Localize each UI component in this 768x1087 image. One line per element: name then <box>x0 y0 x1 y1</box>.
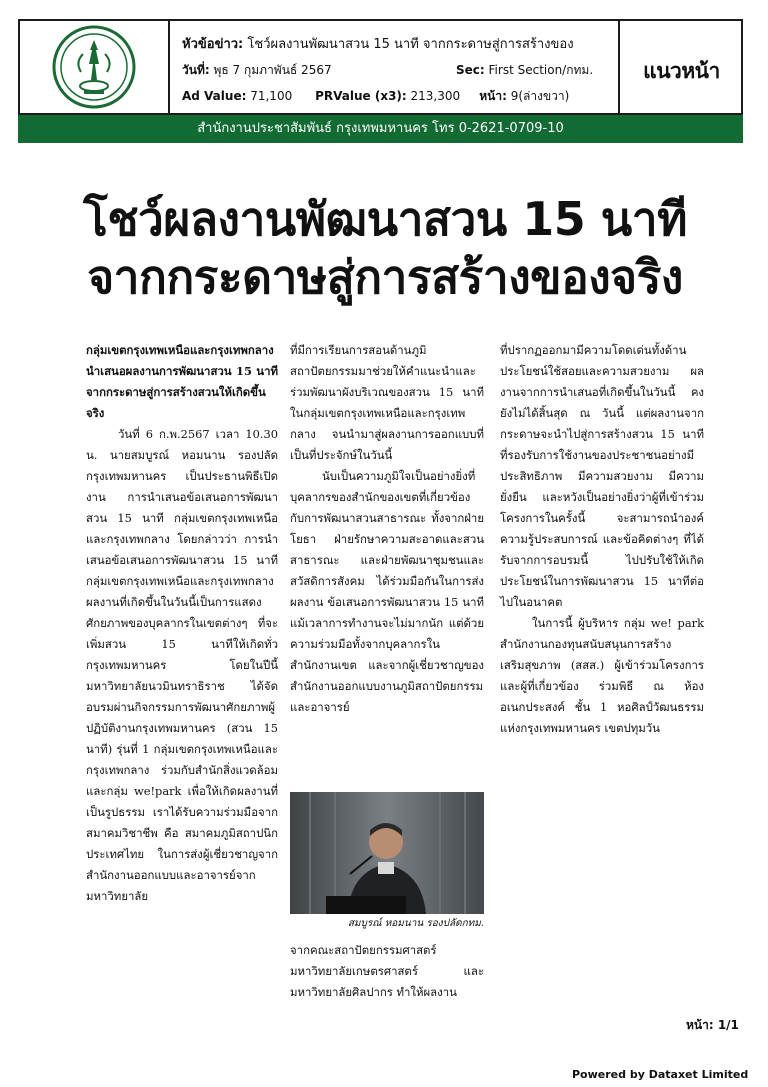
column-2-continuation <box>290 940 484 1003</box>
bma-seal-icon <box>51 24 137 110</box>
headline-label: หัวข้อข่าว: <box>182 37 244 52</box>
photo-caption: สมบูรณ์ หอมนาน รองปลัดกทม. <box>347 918 484 929</box>
article-title <box>20 190 750 306</box>
title-line-1: โชว์ผลงานพัฒนาสวน 15 นาที <box>83 192 687 246</box>
ad-value-label: Ad Value: <box>182 89 247 103</box>
publication-cell <box>618 21 743 113</box>
pr-value: 213,300 <box>410 89 461 103</box>
speaker-photo-image <box>290 792 484 914</box>
clipping-header <box>18 19 743 115</box>
ad-value: 71,100 <box>250 89 293 103</box>
date-label: วันที่: <box>182 63 210 77</box>
column-2-paragraph-2: นับเป็นความภูมิใจเป็นอย่างยิ่งที่บุคลากรของสำนักของเขตที่เกี่ยวข้องกับการพัฒนาสวนสาธารณะ ทั้งจากฝ่ายโยธา ฝ่ายรักษาความสะอาดและสวนสาธารณะ และฝ่ายพัฒนาชุมชนและสวัสดิการสังคม ได้ร่วมมือกันในการส่งผลงาน ข้อเสนอการพัฒนาสวน 15 นาที แม้เวลาการทำงานจะไม่มากนัก แต่ด้วยความร่วมมือทั้งจากบุคลากรในสำนักงานเขต และจากผู้เชี่ยวชาญของสำนักงานออกแบบงานภูมิสถาปัตยกรรม และอาจารย์ <box>290 469 484 714</box>
page-label: หน้า: <box>479 89 507 103</box>
page-counter: หน้า: 1/1 <box>686 1018 739 1032</box>
title-line-2: จากกระดาษสู่การสร้างของจริง <box>87 250 683 304</box>
article-lead: กลุ่มเขตกรุงเทพเหนือและกรุงเทพกลาง นำเสนอผลงานการพัฒนาสวน 15 นาที จากกระดาษสู่การสร้างสวนให้เกิดขึ้นจริง <box>86 343 278 420</box>
powered-by: Powered by Dataxet Limited <box>572 1068 749 1081</box>
page-value: 9(ล่างขวา) <box>510 89 570 103</box>
value-row <box>182 87 569 106</box>
agency-bar: สำนักงานประชาสัมพันธ์ กรุงเทพมหานคร โทร 0-2621-0709-10 <box>18 115 743 143</box>
publication-name: แนวหน้า <box>643 59 720 83</box>
column-1-body: วันที่ 6 ก.พ.2567 เวลา 10.30 น. นายสมบูรณ์ หอมนาน รองปลัดกรุงเทพมหานคร เป็นประธานพิธีเปิดงาน การนำเสนอข้อเสนอการพัฒนาสวน 15 นาที กลุ่มเขตกรุงเทพเหนือและกรุงเทพกลาง โดยกล่าวว่า การนำเสนอข้อเสนอการพัฒนาสวน 15 นาที กลุ่มเขตกรุงเทพเหนือและกรุงเทพกลาง ผลงานที่เกิดขึ้นในวันนี้เป็นการแสดงศักยภาพของบุคลากรในเขตต่างๆ ที่จะเพิ่มสวน 15 นาทีให้เกิดทั่วกรุงเทพมหานคร โดยในปีนี้มหาวิทยาลัยนวมินทราธิราช ได้จัดอบรมผ่านกิจกรรมการพัฒนาศักยภาพผู้ปฏิบัติงานกรุงเทพมหานคร (สวน 15 นาที) รุ่นที่ 1 กลุ่มเขตกรุงเทพเหนือและกรุงเทพกลาง ร่วมกับสำนักสิ่งแวดล้อม และกลุ่ม we!park เพื่อให้เกิดผลงานที่เป็นรูปธรรม เราได้รับความร่วมมือจากสมาคมวิชาชีพ คือ สมาคมภูมิสถาปนิกประเทศไทย ในการส่งผู้เชี่ยวชาญจากสำนักงานออกแบบและอาจารย์จากมหาวิทยาลัย <box>86 427 278 903</box>
clipping-info <box>168 21 618 113</box>
pr-value-label: PRValue (x3): <box>315 89 407 103</box>
date-value: พุธ 7 กุมภาพันธ์ 2567 <box>213 63 332 77</box>
column-3-paragraph-2: ในการนี้ ผู้บริหาร กลุ่ม we! park สำนักงานกองทุนสนับสนุนการสร้างเสริมสุขภาพ (สสส.) ผู้เข้าร่วมโครงการ และผู้ที่เกี่ยวข้อง ร่วมพิธี ณ ห้องอเนกประสงค์ ชั้น 1 หอศิลป์วัฒนธรรมแห่งกรุงเทพมหานคร เขตปทุมวัน <box>500 616 704 735</box>
column-1 <box>86 340 278 907</box>
column-3 <box>500 340 704 739</box>
logo-cell <box>20 21 170 113</box>
article-photo <box>290 792 484 914</box>
headline-row <box>182 33 622 54</box>
section-row <box>456 61 593 80</box>
column-2-paragraph-3: จากคณะสถาปัตยกรรมศาสตร์ มหาวิทยาลัยเกษตรศาสตร์ และมหาวิทยาลัยศิลปากร ทำให้ผลงาน <box>290 943 484 999</box>
section-label: Sec: <box>456 63 485 77</box>
column-2-paragraph-1: ที่มีการเรียนการสอนด้านภูมิสถาปัตยกรรมมาช่วยให้คำแนะนำและร่วมพัฒนาผังบริเวณของสวน 15 นาทีในกลุ่มเขตกรุงเทพเหนือและกรุงเทพกลาง จนนำมาสู่ผลงานการออกแบบที่เป็นที่ประจักษ์ในวันนี้ <box>290 343 484 462</box>
column-2 <box>290 340 484 718</box>
column-3-paragraph-1: ที่ปรากฏออกมามีความโดดเด่นทั้งด้านประโยชน์ใช้สอยและความสวยงาม ผลงานจากการนำเสนอที่เกิดขึ้นในวันนี้ คงยังไม่ได้สิ้นสุด ณ วันนี้ แต่ผลงานจากกระดาษจะนำไปสู่การสร้างสวน 15 นาที ที่รองรับการใช้งานของประชาชนอย่างมีประสิทธิภาพ มีความสวยงาม มีความยั่งยืน และหวังเป็นอย่างยิ่งว่าผู้ที่เข้าร่วมโครงการในครั้งนี้ จะสามารถนำองค์ความรู้ประสบการณ์ และข้อคิดต่างๆ ที่ได้รับจากการอบรมนี้ ไปปรับใช้ให้เกิดประโยชน์ในการพัฒนาสวน 15 นาทีต่อไปในอนาคต <box>500 343 704 609</box>
headline-value: โชว์ผลงานพัฒนาสวน 15 นาที จากกระดาษสู่การสร้างของ <box>247 37 574 52</box>
date-row <box>182 61 332 80</box>
section-value: First Section/กทม. <box>488 63 594 77</box>
